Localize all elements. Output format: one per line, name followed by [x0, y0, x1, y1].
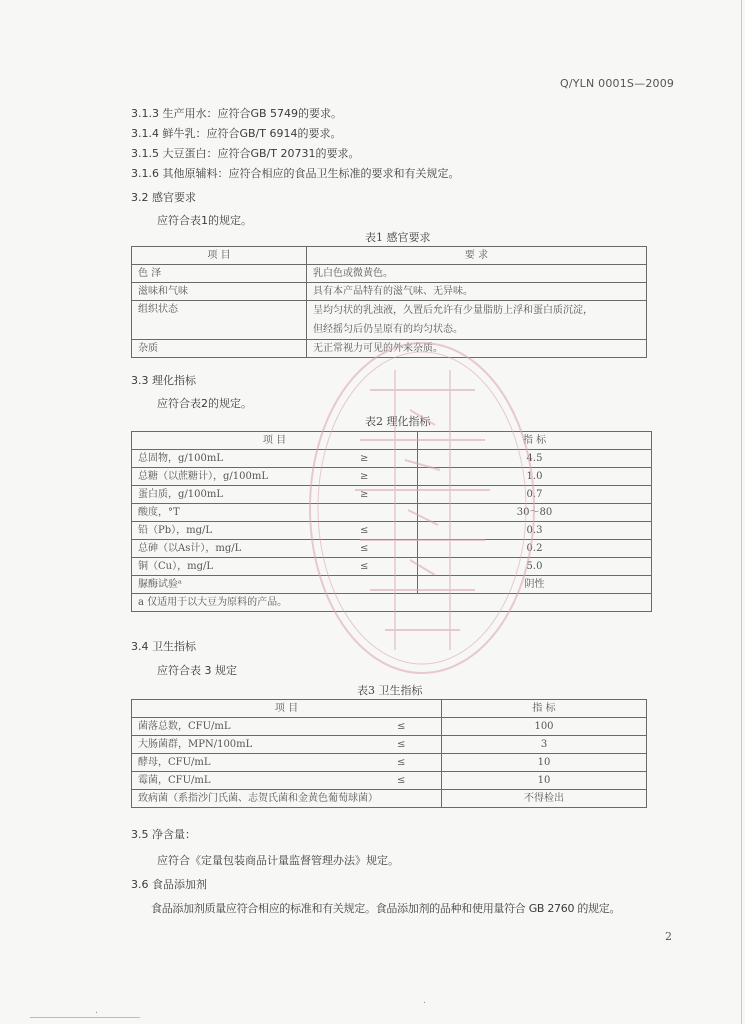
table-row	[132, 265, 647, 283]
section-3-2-title: 3.2 感官要求	[131, 191, 196, 204]
table1-header-item: 项 目	[132, 247, 307, 265]
table-row	[132, 340, 647, 358]
section-3-3-title: 3.3 理化指标	[131, 374, 196, 387]
table-row	[132, 301, 647, 340]
table2-header-row	[132, 432, 652, 450]
table2-value: 30～80	[418, 504, 652, 522]
table2-value: 0.2	[418, 540, 652, 558]
table1-requirement-line: 但经摇匀后仍呈原有的均匀状态。	[313, 324, 463, 335]
bottom-rule	[30, 1017, 140, 1018]
table2-footnote-row	[132, 594, 652, 612]
table1-requirement-line: 呈均匀状的乳浊液，久置后允许有少量脂肪上浮和蛋白质沉淀，	[313, 305, 593, 316]
table2-item: 总固物，g/100mL	[132, 450, 312, 468]
table3-operator: ≤	[362, 736, 442, 754]
table2-value: 0.7	[418, 486, 652, 504]
table2-operator	[312, 504, 418, 522]
table-row	[132, 540, 652, 558]
table-row	[132, 504, 652, 522]
table-row	[132, 790, 647, 808]
table3-operator: ≤	[362, 772, 442, 790]
clause-3-1-6: 3.1.6 其他原辅料：应符合相应的食品卫生标准的要求和有关规定。	[131, 167, 460, 180]
table2-value: 5.0	[418, 558, 652, 576]
table-row	[132, 450, 652, 468]
table-row	[132, 522, 652, 540]
clause-3-1-3: 3.1.3 生产用水：应符合GB 5749的要求。	[131, 107, 343, 120]
table2-item: 酸度，°T	[132, 504, 312, 522]
table1-header-row	[132, 247, 647, 265]
table3-value: 3	[442, 736, 647, 754]
table2-item: 总砷（以As计），mg/L	[132, 540, 312, 558]
page-number: 2	[665, 930, 672, 943]
table2-value: 阴性	[418, 576, 652, 594]
table-row	[132, 754, 647, 772]
table-row	[132, 486, 652, 504]
table1-item: 滋味和气味	[132, 283, 307, 301]
table1-item: 色 泽	[132, 265, 307, 283]
table-row	[132, 772, 647, 790]
table3-header-row	[132, 700, 647, 718]
table2-caption: 表2 理化指标	[365, 415, 431, 428]
table3-header-item: 项 目	[132, 700, 442, 718]
clause-3-1-4: 3.1.4 鲜牛乳：应符合GB/T 6914的要求。	[131, 127, 342, 140]
table2-operator	[312, 576, 418, 594]
table3-item: 大肠菌群，MPN/100mL	[132, 736, 362, 754]
table1-header-requirement: 要 求	[307, 247, 647, 265]
table3-value: 100	[442, 718, 647, 736]
section-3-4-text: 应符合表 3 规定	[157, 664, 237, 677]
table3-item: 酵母，CFU/mL	[132, 754, 362, 772]
table1-requirement: 无正常视力可见的外来杂质。	[307, 340, 647, 358]
table3-item: 致病菌（系指沙门氏菌、志贺氏菌和金黄色葡萄球菌）	[132, 790, 442, 808]
section-3-6-text: 食品添加剂质量应符合相应的标准和有关规定。食品添加剂的品种和使用量符合 GB 2760 的规定。	[151, 902, 621, 915]
table2-operator: ≤	[312, 522, 418, 540]
table1-caption: 表1 感官要求	[365, 231, 431, 244]
table-row	[132, 558, 652, 576]
table3-header-index: 指 标	[442, 700, 647, 718]
section-3-5-title: 3.5 净含量：	[131, 828, 196, 841]
standard-code: Q/YLN 0001S—2009	[560, 77, 675, 90]
clause-3-1-5: 3.1.5 大豆蛋白：应符合GB/T 20731的要求。	[131, 147, 360, 160]
table-row	[132, 468, 652, 486]
section-3-3-text: 应符合表2的规定。	[157, 397, 252, 410]
table1-item: 组织状态	[132, 301, 307, 340]
table2-operator: ≥	[312, 486, 418, 504]
table2-item: 脲酶试验ᵃ	[132, 576, 312, 594]
table3-operator: ≤	[362, 754, 442, 772]
table3-value: 不得检出	[442, 790, 647, 808]
page-edge-line	[741, 0, 742, 1024]
table1-requirement: 乳白色或微黄色。	[307, 265, 647, 283]
table3-item: 菌落总数，CFU/mL	[132, 718, 362, 736]
table-row	[132, 736, 647, 754]
table1-item: 杂质	[132, 340, 307, 358]
table1-requirement: 具有本产品特有的滋气味、无异味。	[307, 283, 647, 301]
table2-item: 总糖（以蔗糖计），g/100mL	[132, 468, 312, 486]
table2-value: 0.3	[418, 522, 652, 540]
section-3-5-text: 应符合《定量包装商品计量监督管理办法》规定。	[157, 854, 399, 867]
table2-value: 1.0	[418, 468, 652, 486]
table3-caption: 表3 卫生指标	[357, 684, 423, 697]
section-3-2-text: 应符合表1的规定。	[157, 214, 252, 227]
table2-item: 铅（Pb），mg/L	[132, 522, 312, 540]
table2-operator: ≥	[312, 450, 418, 468]
table2-header-index: 指 标	[418, 432, 652, 450]
table2-item: 铜（Cu），mg/L	[132, 558, 312, 576]
table2-item: 蛋白质，g/100mL	[132, 486, 312, 504]
table3-value: 10	[442, 754, 647, 772]
table2-header-item: 项 目	[132, 432, 418, 450]
table-sensory	[131, 246, 647, 358]
table3-item: 霉菌，CFU/mL	[132, 772, 362, 790]
table2-operator: ≥	[312, 468, 418, 486]
table-row	[132, 576, 652, 594]
table2-value: 4.5	[418, 450, 652, 468]
table1-requirement	[307, 301, 647, 340]
table-physicochemical	[131, 431, 652, 612]
table-row	[132, 718, 647, 736]
section-3-4-title: 3.4 卫生指标	[131, 640, 196, 653]
scan-speck: .	[95, 1006, 98, 1016]
table3-value: 10	[442, 772, 647, 790]
table2-operator: ≤	[312, 558, 418, 576]
scan-speck: .	[423, 996, 426, 1006]
table-hygiene	[131, 699, 647, 808]
section-3-6-title: 3.6 食品添加剂	[131, 878, 207, 891]
table-row	[132, 283, 647, 301]
table3-operator: ≤	[362, 718, 442, 736]
table2-operator: ≤	[312, 540, 418, 558]
table2-footnote: a 仅适用于以大豆为原料的产品。	[132, 594, 652, 612]
